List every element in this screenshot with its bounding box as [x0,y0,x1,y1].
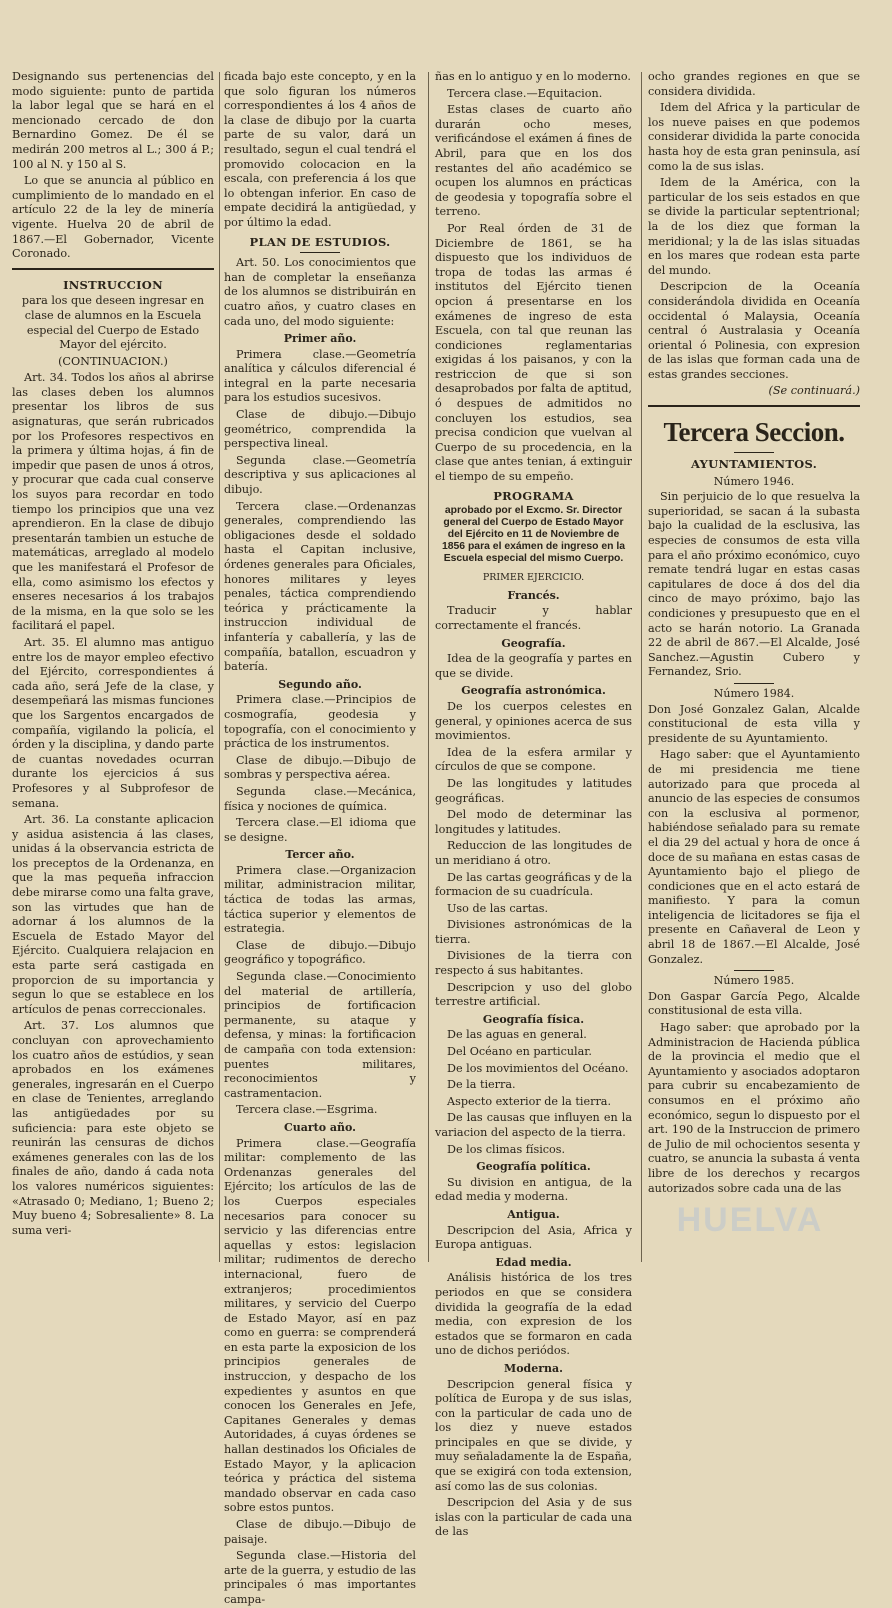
subject-item: Idea de la geografía y partes en que se divide. [435,652,632,680]
class-item: Segunda clase.—Conocimiento del material de artillería, principios de fortificacion permanente, su ataque y defensa, y minas: la fortificacion de campaña con toda extension: puentes militares, reconocimientos y castramentacion. [224,970,416,1100]
notice-number: Número 1984. [713,686,795,700]
paragraph: Por Real órden de 31 de Diciembre de 1861, se ha dispuesto que los individuos de tropa de todas las armas é institutos del Ejército tienen opcion á presentarse en los exámenes de ingreso de esta Escuela, con tal que reunan las condiciones reglamentarias exigidas á los paisanos, y con la restriccion de que si son desaprobados por falta de aptitud, ó despues de admitidos no concluyen los estudios, sea precisa condicion que vuelvan al Cuerpo de su procedencia, en la clase que antes tenian, á extinguir el tiempo de su empeño. [435,221,632,484]
subject-item: De los climas físicos. [447,1142,566,1156]
subject-item: De la tierra. [447,1078,516,1092]
class-item: Tercera clase.—Esgrima. [236,1103,378,1117]
class-item: Tercera clase.—Ordenanzas generales, comprendiendo las obligaciones desde el soldado hasta el Capitan inclusive, órdenes generales para Oficiales, honores militares y leyes penales, táctica comprendiendo teórica y prácticamente la instruccion individual de infantería y caballería, y las de compañía, batallon, escuadron y batería. [224,499,416,674]
instruction-subtitle: para los que deseen ingresar en clase de alumnos en la Escuela especial del Cuerpo de Estado Mayor del ejército. [21,294,205,352]
subject-heading: Geografía física. [482,1012,585,1026]
paragraph: Idem del Africa y la particular de los nueve paises en que podemos considerar dividida la parte conocida hasta hoy de esta gran peninsula, así como la de sus islas. [648,101,860,173]
paragraph: Idem de la América, con la particular de los seis estados en que se divide la particular septentrional; la de los diez que forman la meridional; y la de las islas situadas en los mares que rodean esta parte del mundo. [648,176,860,277]
class-item: Clase de dibujo.—Dibujo geométrico, comprendida la perspectiva lineal. [224,408,416,451]
ayuntamientos-heading: AYUNTAMIENTOS. [690,457,817,472]
subject-heading: Geografía. [501,636,566,650]
library-watermark: HUELVA [676,1201,824,1239]
paragraph: ñas en lo antiguo y en lo moderno. [435,70,631,83]
section-rule [648,405,860,409]
notice-text: Hago saber: que el Ayuntamiento de mi presidencia me tiene autorizado para que proceda al anuncio de las especies de consumos con la esclusiva al pormenor, habiéndose señalado para su remate el dia 29 del actual y hora de once á doce de su mañana en estas casas de Ayuntamiento bajo el pliego de condiciones que en el acto estará de manifiesto. Y para la comun inteligencia de licitadores se fija el presente en Cañaveral de Leon y abril 18 de 1867.—El Alcalde, José Gonzalez. [648,748,860,966]
notice-number: Número 1985. [713,974,795,988]
class-item: Primera clase.—Geometría analítica y cálculos diferencial é integral en la parte necesaria para los estudios sucesivos. [224,347,416,405]
paragraph: ocho grandes regiones en que se considera dividida. [648,70,860,98]
class-item: Segunda clase.—Mecánica, física y nociones de química. [224,784,416,813]
article-50: Art. 50. Los conocimientos que han de completar la enseñanza de los alumnos se distribuirán en cuatro años, y cuatro clases en cada uno, del modo siguiente: [224,256,416,328]
subject-heading: Geografía astronómica. [461,684,606,698]
class-item: Segunda clase.—Geometría descriptiva y sus aplicaciones al dibujo. [224,453,416,497]
program-title: PROGRAMA [493,488,574,503]
class-item: Clase de dibujo.—Dibujo de paisaje. [224,1518,416,1546]
short-rule [734,970,774,971]
subject-item: De las aguas en general. [447,1028,587,1042]
column-1 [12,70,214,1270]
paragraph: Tercera clase.—Equitacion. [447,86,603,100]
subject-item: Descripcion general física y política de Europa y de sus islas, con la particular de cada uno de los diez y nueve estados principales en que se divide, y muy señaladamente la de España, que se exigirá con toda extension, así como las de sus colonias. [435,1377,632,1493]
subject-item: Su division en antigua, de la edad media y moderna. [435,1175,632,1204]
subject-item: Análisis histórica de los tres periodos en que se considera dividida la geografía de la edad media, con expresion de los estados que se formaron en cada uno de dichos periódos. [435,1271,632,1358]
subject-heading: Francés. [507,588,560,602]
subject-heading: Edad media. [495,1255,572,1269]
notice-header: Don Gaspar García Pego, Alcalde constitusional de esta villa. [648,989,860,1018]
short-rule [734,452,774,453]
subject-item: Del modo de determinar las longitudes y latitudes. [435,808,632,836]
paragraph: Estas clases de cuarto año durarán ocho meses, verificándose el exámen á fines de Abril, para que en los dos restantes del año académico se ocupen los alumnos en prácticas de geodesia y topografía sobre el terreno. [435,103,632,219]
year-heading: Segundo año. [278,677,362,691]
class-item: Primera clase.—Organizacion militar, administracion militar, táctica de todas las armas, táctica superior y elementos de estrategia. [224,863,416,936]
year-heading: Cuarto año. [283,1120,357,1134]
mining-notice-text: Designando sus pertenencias del modo siguiente: punto de partida la labor legal que se hará en el mencionado cercado de don Bernardino Gomez. De él se medirán 200 metros al L.; 300 á P.; 100 al N. y 150 al S. [12,70,214,171]
subject-item: De las longitudes y latitudes geográficas. [435,776,632,805]
class-item: Segunda clase.—Historia del arte de la guerra, y estudio de las principales ó mas importantes campa- [224,1549,416,1606]
article-36: Art. 36. La constante aplicacion y asidua asistencia á las clases, unidas á la observancia estricta de los preceptos de la Ordenanza, en que la mas pequeña infraccion debe mirarse como una falta grave, son las virtudes que han de adornar á los alumnos de la Escuela de Estado Mayor del Ejército. Cualquiera relajacion en esta parte será castigada en proporcion de su importancia y segun lo que se establece en los artículos de penas correccionales. [12,813,214,1016]
subject-heading: Geografía política. [476,1160,591,1174]
subject-item: Aspecto exterior de la tierra. [447,1094,612,1108]
subject-item: Idea de la esfera armilar y círculos de que se compone. [435,745,632,774]
class-item: Primera clase.—Geografía militar: complemento de las Ordenanzas generales del Ejército; los artículos de las de los Cuerpos especiales necesarios para conocer su servicio y las diferencias entre aquellas y estos: legislacion militar; rudimentos de derecho internacional, fuero de extranjeros; procedimientos militares, y servicio del Cuerpo de Estado Mayor, así en paz como en guerra: se comprenderá en esta parte la exposicion de los principios generales de instruccion, y despacho de los expedientes y asuntos en que conocen los Generales en Jefe, Capitanes Generales y demas Autoridades, á cuyas órdenes se hallan destinados los Oficiales de Estado Mayor, y la aplicacion teórica y práctica del sistema mandado observar en cada caso sobre estos puntos. [224,1136,416,1515]
article-34: Art. 34. Todos los años al abrirse las clases deben los alumnos presentar los libros de sus asignaturas, que serán rubricados por los Profesores respectivos en la primera y última hojas, á fin de impedir que pasen de unos á otros, y procurar que cada cual conserve los suyos para recordar en todo tiempo los principios que una vez aprendieron. En la clase de dibujo presentarán tambien un estuche de matemáticas, arreglado al modelo que les manifestará el Profesor de ella, como asimismo los efectos y enseres necesarios á los trabajos de la misma, en la que solo se les facilitará el papel. [12,371,214,633]
subject-item: De los cuerpos celestes en general, y opiniones acerca de sus movimientos. [435,699,632,743]
instruction-continuation: (CONTINUACION.) [58,354,168,368]
short-rule [300,252,340,253]
short-rule [734,683,774,684]
subject-item: De las cartas geográficas y de la formacion de su cuadrícula. [435,870,632,899]
year-heading: Primer año. [283,332,357,346]
subject-item: De los movimientos del Océano. [447,1061,629,1075]
subject-item: Traducir y hablar correctamente el francés. [435,604,632,632]
column-2 [224,70,416,1606]
article-37-continued: ficada bajo este concepto, y en la que solo figuran los números correspondientes á los 4 años de la clase de dibujo por la cuarta parte de su valor, dará un resultado, segun el cual tendrá el promovido colocacion en la escala, con preferencia á los que lo obtengan inferior. En caso de empate decidirá la antigüedad, y por último la edad. [224,70,416,229]
article-35: Art. 35. El alumno mas antiguo entre los de mayor empleo efectivo del Ejército, correspondientes á cada año, será Jefe de la clase, y desempeñará las mismas funciones que los Sargentos encargados de compañía, vigilando la policía, el órden y la disciplina, y dando parte de cuantas novedades ocurran durante los ejercicios á sus Profesores y al Subprofesor de semana. [12,635,214,810]
column-divider [641,72,642,1262]
column-divider [219,72,220,1262]
class-item: Clase de dibujo.—Dibujo geográfico y topográfico. [224,938,416,967]
exercise-heading: PRIMER EJERCICIO. [482,572,585,584]
class-item: Clase de dibujo.—Dibujo de sombras y perspectiva aérea. [224,753,416,782]
column-3 [435,70,632,1539]
plan-title: PLAN DE ESTUDIOS. [249,234,391,249]
year-heading: Tercer año. [285,848,355,862]
continuation-note: (Se continuará.) [768,384,860,398]
subject-heading: Antigua. [507,1207,560,1221]
subject-item: Uso de las cartas. [447,901,549,915]
subject-item: De las causas que influyen en la variacion del aspecto de la tierra. [435,1111,632,1139]
notice-header: Don José Gonzalez Galan, Alcalde constitucional de esta villa y presidente de su Ayuntamiento. [648,702,860,745]
subject-item: Reduccion de las longitudes de un meridiano á otro. [435,839,632,867]
mining-notice-closing: Lo que se anuncia al público en cumplimiento de lo mandado en el artículo 22 de la ley de minería vigente. Huelva 20 de abril de 1867.—El Gobernador, Vicente Coronado. [12,174,214,261]
article-37: Art. 37. Los alumnos que concluyan con aprovechamiento los cuatro años de estúdios, y sean aprobados en los exámenes generales, ingresarán en el Cuerpo en clase de Tenientes, arreglando las antigüedades por su suficiencia: para este objeto se reunirán las censuras de dichos exámenes generales con las de los finales de año, dando á cada nota los valores numéricos siguientes: «Atrasado 0; Mediano, 1; Bueno 2; Muy bueno 4; Sobresaliente» 8. La suma veri- [12,1019,214,1237]
program-subtitle: aprobado por el Excmo. Sr. Director general del Cuerpo de Estado Mayor del Ejército en 11 de Noviembre de 1856 para el exámen de ingreso en la Escuela especial del mismo Cuerpo. [441,505,626,565]
subject-item: Descripcion del Asia, Africa y Europa antiguas. [435,1223,632,1252]
subject-item: Divisiones de la tierra con respecto á sus habitantes. [435,949,632,978]
subject-item: Del Océano en particular. [447,1045,592,1059]
column-4 [648,70,860,1270]
notice-number: Número 1946. [713,474,795,488]
subject-item: Descripcion del Asia y de sus islas con la particular de cada una de las [435,1496,632,1539]
section-title: Tercera Seccion. [663,417,845,448]
column-divider [428,72,429,1262]
section-rule [12,268,214,272]
subject-item: Divisiones astronómicas de la tierra. [435,918,632,946]
subject-heading: Moderna. [504,1361,563,1375]
paragraph: Descripcion de la Oceanía considerándola dividida en Oceanía occidental ó Malaysia, Oceanía central ó Australasia y Oceanía oriental ó Polinesia, con expresion de las islas que forman cada una de estas grandes secciones. [648,280,860,381]
class-item: Tercera clase.—El idioma que se designe. [224,816,416,844]
subject-item: Descripcion y uso del globo terrestre artificial. [435,980,632,1009]
instruction-title: INSTRUCCION [63,277,163,292]
notice-text: Sin perjuicio de lo que resuelva la superioridad, se sacan á la subasta bajo la cualidad de la esclusiva, las especies de consumos de esta villa para el año próximo económico, cuyo remate tendrá lugar en estas casas capitulares de doce á dos del dia cinco de mayo próximo, bajo las condiciones y presupuesto que en el acto se harán notorio. La Granada 22 de abril de 867.—El Alcalde, José Sanchez.—Agustin Cubero y Fernandez, Srio. [648,490,860,679]
class-item: Primera clase.—Principios de cosmografía, geodesia y topografía, con el conocimiento y práctica de los instrumentos. [224,693,416,751]
notice-text: Hago saber: que aprobado por la Administracion de Hacienda pública de la provincia el medio que el Ayuntamiento y asociados adoptaron para cubrir su encabezamiento de consumos en el próximo año económico, segun lo dispuesto por el art. 190 de la Instruccion de primero de Julio de mil ochocientos sesenta y cuatro, se anuncia la subasta á venta libre de los derechos y recargos autorizados sobre cada una de las [648,1021,860,1195]
